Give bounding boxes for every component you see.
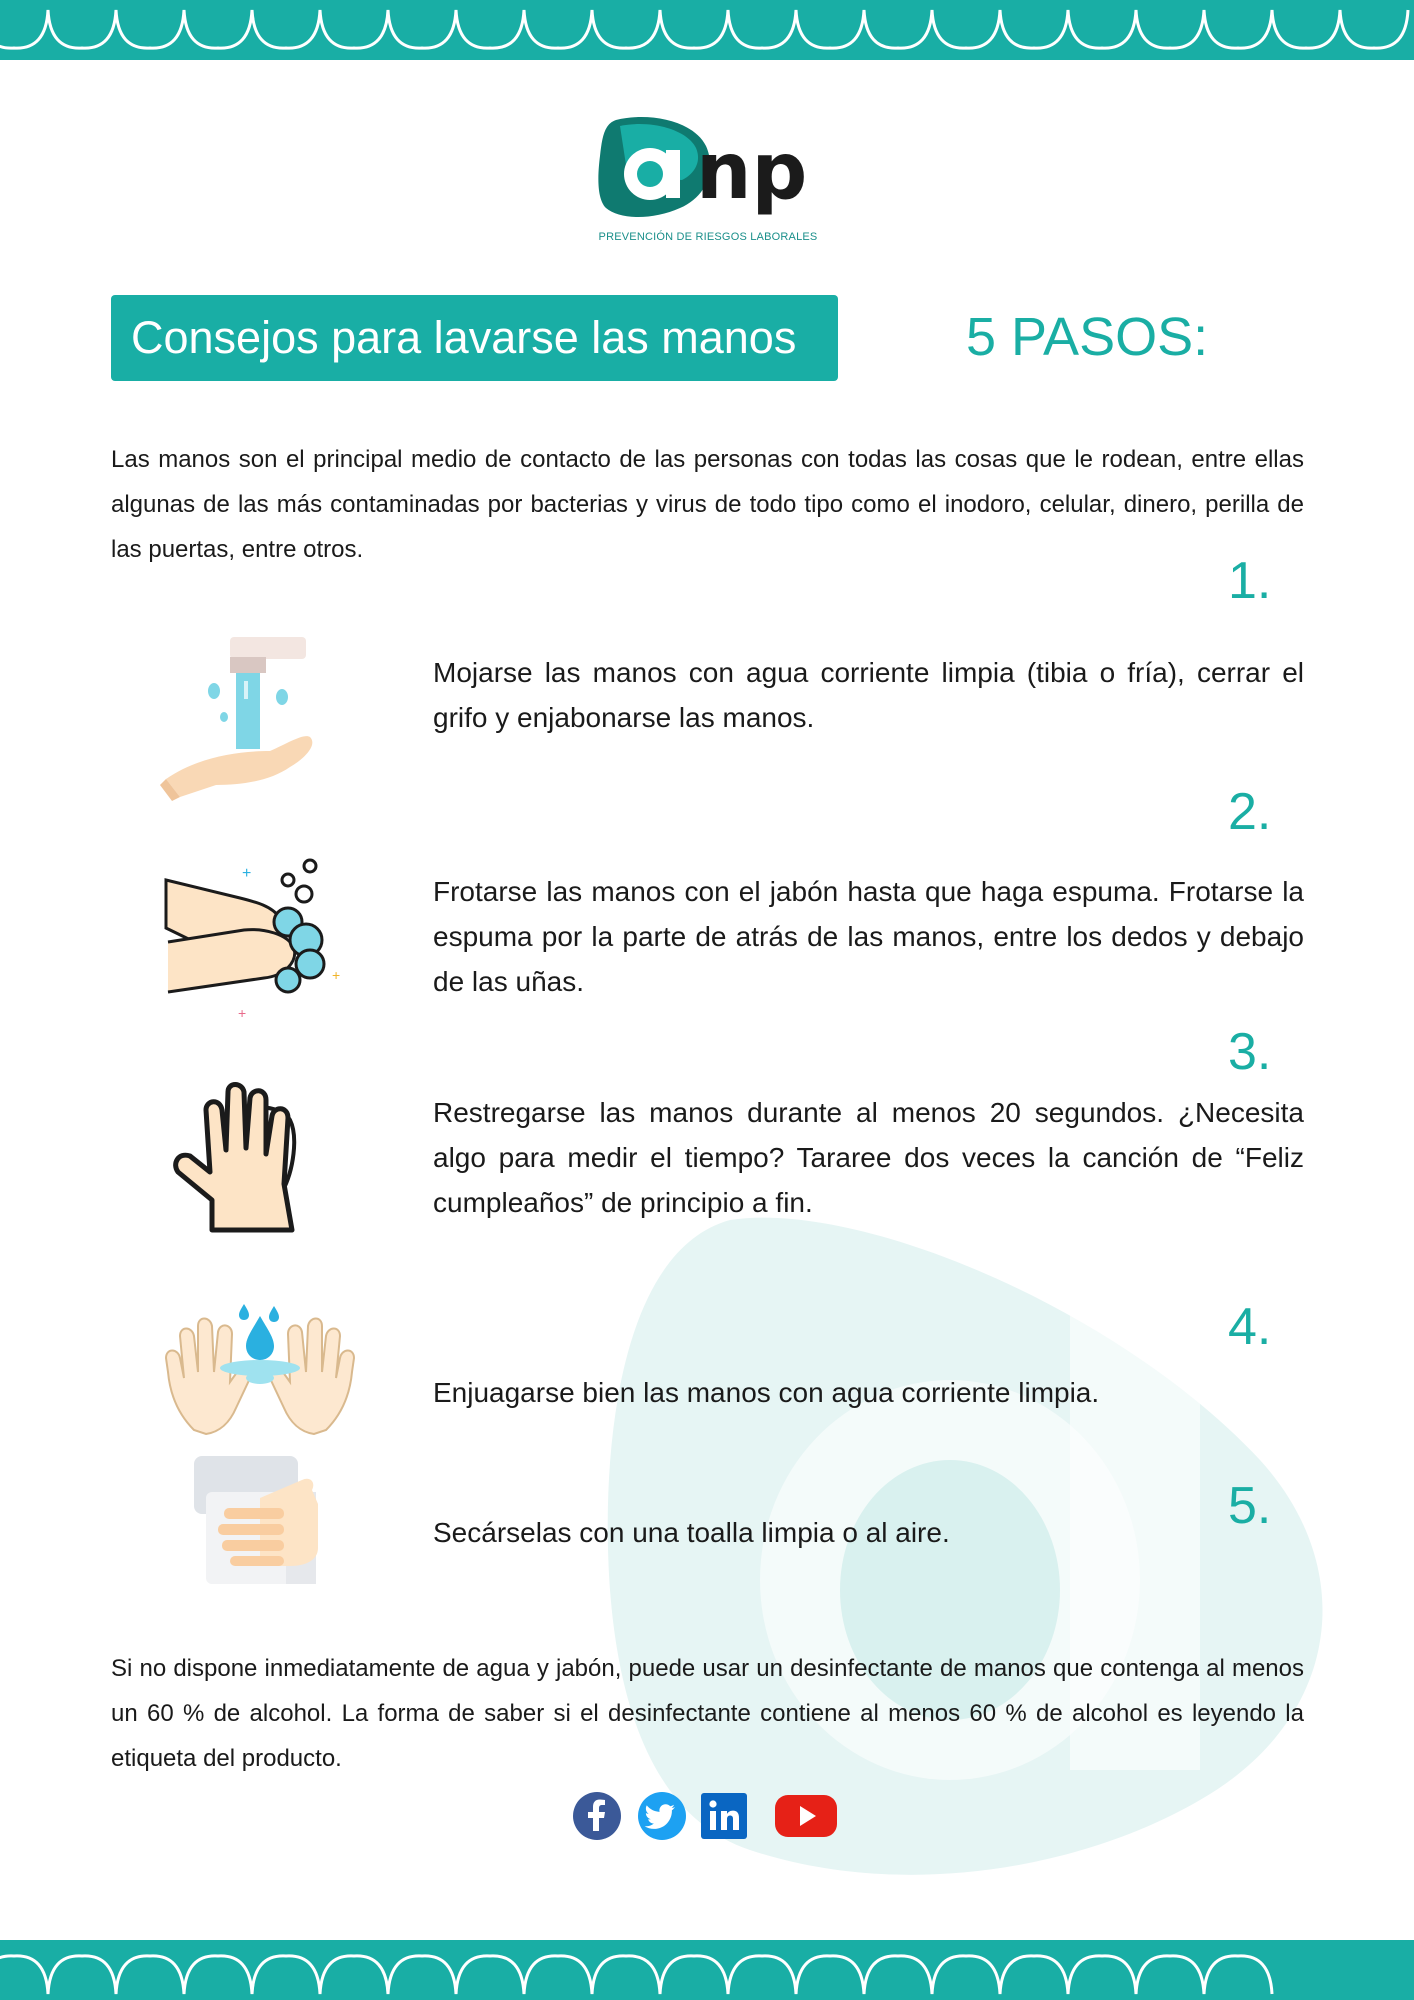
svg-text:+: + (332, 967, 341, 983)
step-5-text: Secárselas con una toalla limpia o al aire. (433, 1517, 950, 1548)
step-4-text: Enjuagarse bien las manos con agua corriente limpia. (433, 1377, 1100, 1408)
page-title: Consejos para lavarse las manos (131, 312, 797, 363)
linkedin-icon[interactable] (700, 1791, 748, 1841)
step-2-number: 2. (1228, 783, 1272, 841)
top-wave-border (0, 0, 1414, 60)
youtube-icon[interactable] (774, 1791, 838, 1841)
step-3-text: Restregarse las manos durante al menos 20 segundos. ¿Necesita algo para medir el tiempo? Tararee dos veces la canción de “Feliz cumpleaños” de principio a fin. (433, 1097, 1304, 1218)
facebook-icon[interactable] (572, 1791, 622, 1841)
steps-heading: 5 PASOS: (966, 307, 1209, 367)
step-2-text: Frotarse las manos con el jabón hasta que haga espuma. Frotarse la espuma por la parte de atrás de las manos, entre los dedos y debajo de las uñas. (433, 876, 1304, 997)
bottom-wave-border (0, 1940, 1414, 2000)
rinse-hands-icon (160, 1298, 360, 1438)
svg-text:np: np (696, 127, 808, 217)
step-1-number: 1. (1228, 552, 1272, 610)
rubbing-hands-icon (172, 1080, 332, 1240)
step-1-text: Mojarse las manos con agua corriente limpia (tibia o fría), cerrar el grifo y enjabonarse las manos. (433, 657, 1304, 733)
svg-text:+: + (242, 865, 252, 882)
step-4-number: 4. (1228, 1298, 1272, 1356)
logo-subtitle: PREVENCIÓN DE RIESGOS LABORALES (598, 231, 818, 243)
step-3-number: 3. (1228, 1023, 1272, 1081)
soapy-hands-icon (160, 858, 350, 1018)
towel-hand-icon (190, 1452, 330, 1587)
intro-paragraph: Las manos son el principal medio de contacto de las personas con todas las cosas que le rodean, entre ellas algunas de las más contaminadas por bacterias y virus de todo tipo como el inodoro, celular, dinero, perilla de las puertas, entre otros. (111, 446, 1304, 563)
step-5-number: 5. (1228, 1477, 1272, 1535)
twitter-icon[interactable] (637, 1791, 687, 1841)
title-banner (111, 295, 838, 381)
closing-paragraph: Si no dispone inmediatamente de agua y jabón, puede usar un desinfectante de manos que contenga al menos un 60 % de alcohol. La forma de saber si el desinfectante contiene al menos 60 % de alcohol es leyendo la etiqueta del producto. (111, 1655, 1304, 1772)
faucet-hand-icon (158, 633, 318, 808)
svg-text:+: + (238, 1005, 247, 1018)
